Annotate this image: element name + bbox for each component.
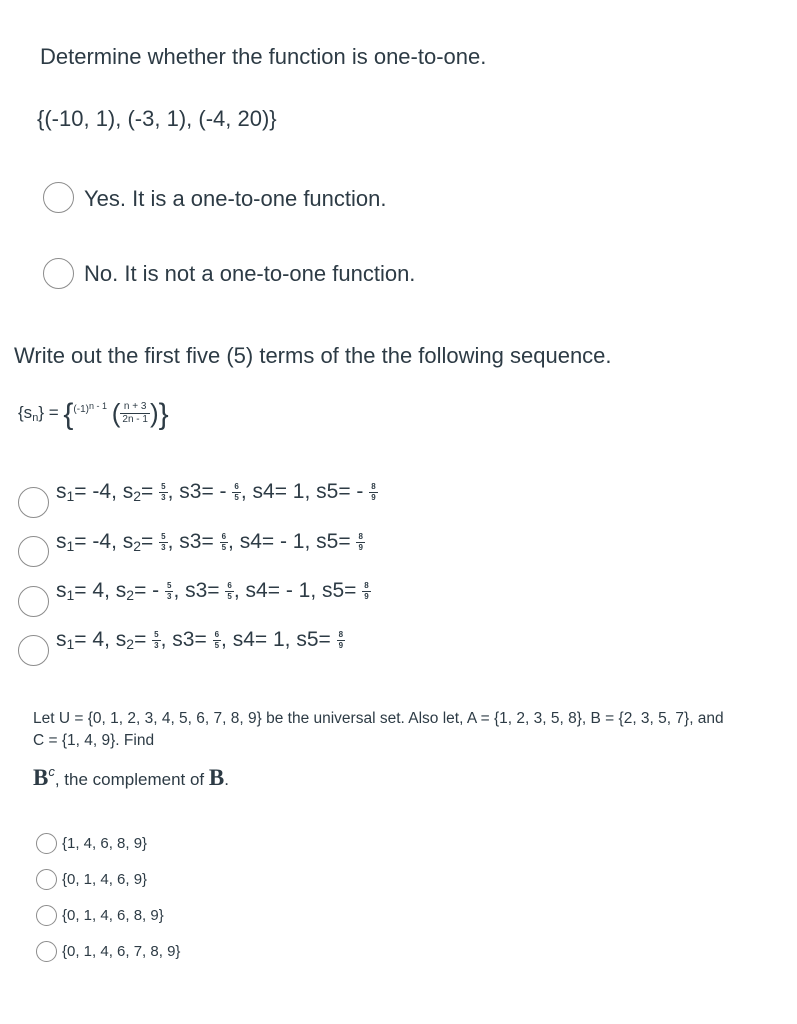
q3-option-4-label[interactable]: {0, 1, 4, 6, 7, 8, 9} — [62, 943, 181, 960]
q3-option-2-label[interactable]: {0, 1, 4, 6, 9} — [62, 871, 148, 888]
q3-option-2-radio[interactable] — [36, 869, 57, 890]
q3-option-1-label[interactable]: {1, 4, 6, 8, 9} — [62, 835, 148, 852]
q1-option-1-label[interactable]: Yes. It is a one-to-one function. — [84, 186, 387, 211]
q3-option-3-label[interactable]: {0, 1, 4, 6, 8, 9} — [62, 907, 164, 924]
q1-option-2-label[interactable]: No. It is not a one-to-one function. — [84, 261, 416, 286]
sequence-definition: $\{s_n\} = \{^{(-1)n - 1}$ ( $\frac{n + 3}{2n - 1}$ )} — [18, 398, 169, 431]
q3-option-3-radio[interactable] — [36, 905, 57, 926]
q2-option-3-radio[interactable] — [18, 586, 49, 617]
q3-prompt: Let U = {0, 1, 2, 3, 4, 5, 6, 7, 8, 9} be the universal set. Also let, A = {1, 2, 3, 5, 8}, B = {2, 3, 5, 7}, and C = {1, 4, 9}. Find — [33, 710, 724, 749]
q1-option-2-radio[interactable] — [43, 258, 74, 289]
q2-prompt: Write out the first five (5) terms of the the following sequence. — [14, 343, 612, 368]
q1-option-1-radio[interactable] — [43, 182, 74, 213]
q2-option-2-radio[interactable] — [18, 536, 49, 567]
q2-option-1-label[interactable]: $s_1= -4$, $s_2=$ $\frac{5}{3}$ , s3= - $\frac{6}{5}$ , s4= 1, s5= - $\frac{8}{9}$ — [56, 480, 376, 504]
q2-option-4-label[interactable]: $s_1= 4$, $s_2=$ $\frac{5}{3}$ , s3= $\frac{6}{5}$ , s4= 1, s5= $\frac{8}{9}$ — [56, 628, 344, 652]
q3-option-1-radio[interactable] — [36, 833, 57, 854]
q1-function-set: {(-10, 1), (-3, 1), (-4, 20)} — [37, 106, 277, 131]
q2-option-2-label[interactable]: $s_1= -4$, $s_2=$ $\frac{5}{3}$ , s3= $\frac{6}{5}$ , s4= - 1, s5= $\frac{8}{9}$ — [56, 530, 363, 554]
q1-prompt: Determine whether the function is one-to-one. — [40, 44, 487, 69]
q2-option-3-label[interactable]: $s_1= 4$, $s_2=$ - $\frac{5}{3}$ , s3= $\frac{6}{5}$ , s4= - 1, s5= $\frac{8}{9}$ — [56, 579, 369, 603]
q3-find: $B^c$, the complement of B. — [33, 764, 229, 790]
q2-option-4-radio[interactable] — [18, 635, 49, 666]
q3-option-4-radio[interactable] — [36, 941, 57, 962]
q2-option-1-radio[interactable] — [18, 487, 49, 518]
